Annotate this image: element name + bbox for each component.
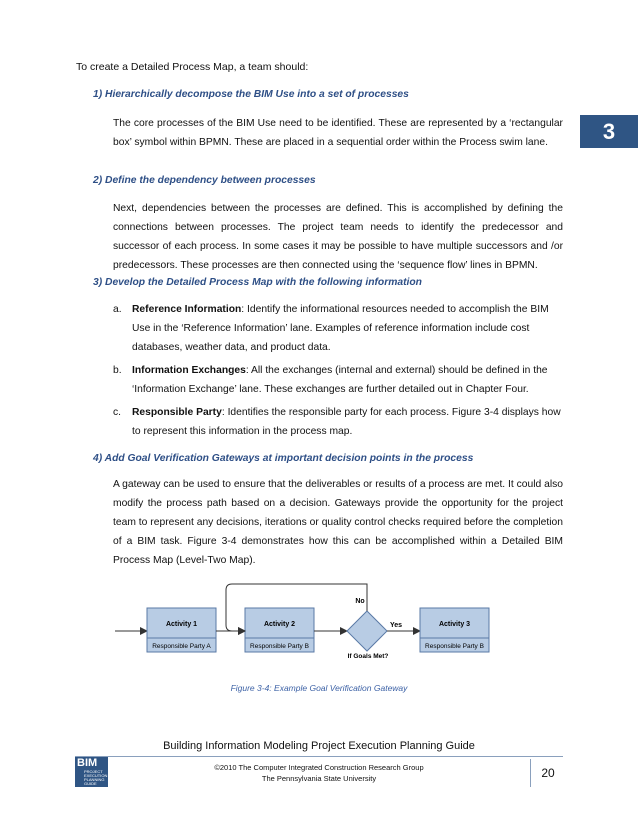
list-item-reference-information: [113, 300, 563, 357]
copyright-line: ©2010 The Computer Integrated Construction Research Group: [214, 763, 424, 772]
term-description: : All the exchanges (internal and external) should be defined in the ‘Information Exchange’ lane. These exchanges are further detailed out in Chapter Four.: [132, 365, 548, 395]
list-marker: a.: [113, 304, 122, 315]
step-4-heading: 4) Add Goal Verification Gateways at important decision points in the process: [93, 453, 474, 464]
step-2-body: Next, dependencies between the processes are defined. This is accomplished by defining the connections between processes. The project team needs to identify the predecessor and successor of each process. In some cases it may be possible to have multiple successors and /or predecessors. These processes are then connected using the ‘sequence flow’ lines in BPMN.: [113, 203, 563, 271]
term: Responsible Party: [132, 407, 222, 418]
activity-2-label: Activity 2: [263, 621, 296, 628]
footer-title: Building Information Modeling Project Execution Planning Guide: [163, 740, 475, 752]
list-item-responsible-party: [113, 403, 563, 441]
term: Reference Information: [132, 304, 242, 315]
activity-3-label: Activity 3: [438, 621, 471, 628]
step-1-heading: 1) Hierarchically decompose the BIM Use into a set of processes: [93, 89, 409, 100]
process-map-figure: [0, 570, 638, 675]
activity-2-box: [245, 608, 314, 652]
footer-divider: [75, 756, 563, 757]
intro-text: To create a Detailed Process Map, a team should:: [76, 61, 309, 73]
term-description: : Identifies the responsible party for each process. Figure 3-4 displays how to represent this information in the process map.: [132, 407, 561, 437]
activity-1-box: [147, 608, 216, 652]
activity-1-label: Activity 1: [165, 621, 198, 628]
step-3-heading: 3) Develop the Detailed Process Map with the following information: [93, 277, 422, 288]
logo-text: BIM: [77, 757, 98, 769]
figure-caption: Figure 3-4: Example Goal Verification Gateway: [230, 683, 408, 693]
term-description: : Identify the informational resources needed to accomplish the BIM Use in the ‘Reference Information’ lane. Examples of reference information include cost databases, weather data, and product data.: [132, 304, 549, 353]
activity-1-party: Responsible Party A: [152, 643, 211, 650]
list-marker: c.: [113, 407, 122, 418]
gateway-diamond: [347, 611, 387, 651]
activity-2-party: Responsible Party B: [250, 643, 309, 650]
activity-3-box: [420, 608, 489, 652]
step-1-body: The core processes of the BIM Use need to be identified. These are represented by a ‘rectangular box’ symbol within BPMN. These are placed in a sequential order within the Process swim lane.: [113, 118, 563, 148]
activity-3-party: Responsible Party B: [425, 643, 484, 650]
yes-label: Yes: [389, 622, 403, 629]
university-line: The Pennsylvania State University: [261, 774, 377, 783]
list-marker: b.: [113, 365, 122, 376]
gateway-label: If Goals Met?: [347, 653, 389, 660]
chapter-tab: 3: [580, 115, 638, 148]
no-label: No: [355, 598, 365, 605]
list-item-information-exchanges: [113, 361, 563, 399]
logo-subtext: PROJECT EXECUTION PLANNING GUIDE: [84, 769, 108, 786]
page-number: 20: [530, 759, 565, 787]
step-2-heading: 2) Define the dependency between processes: [93, 175, 316, 186]
step-4-body: A gateway can be used to ensure that the deliverables or results of a process are met. It could also modify the process path based on a decision. Gateways provide the opportunity for the project team to represent any decisions, iterations or quality control checks required before the completion of a BIM task. Figure 3-4 demonstrates how this can be accomplished within a Detailed BIM Process Map (Level-Two Map).: [113, 479, 563, 566]
term: Information Exchanges: [132, 365, 246, 376]
